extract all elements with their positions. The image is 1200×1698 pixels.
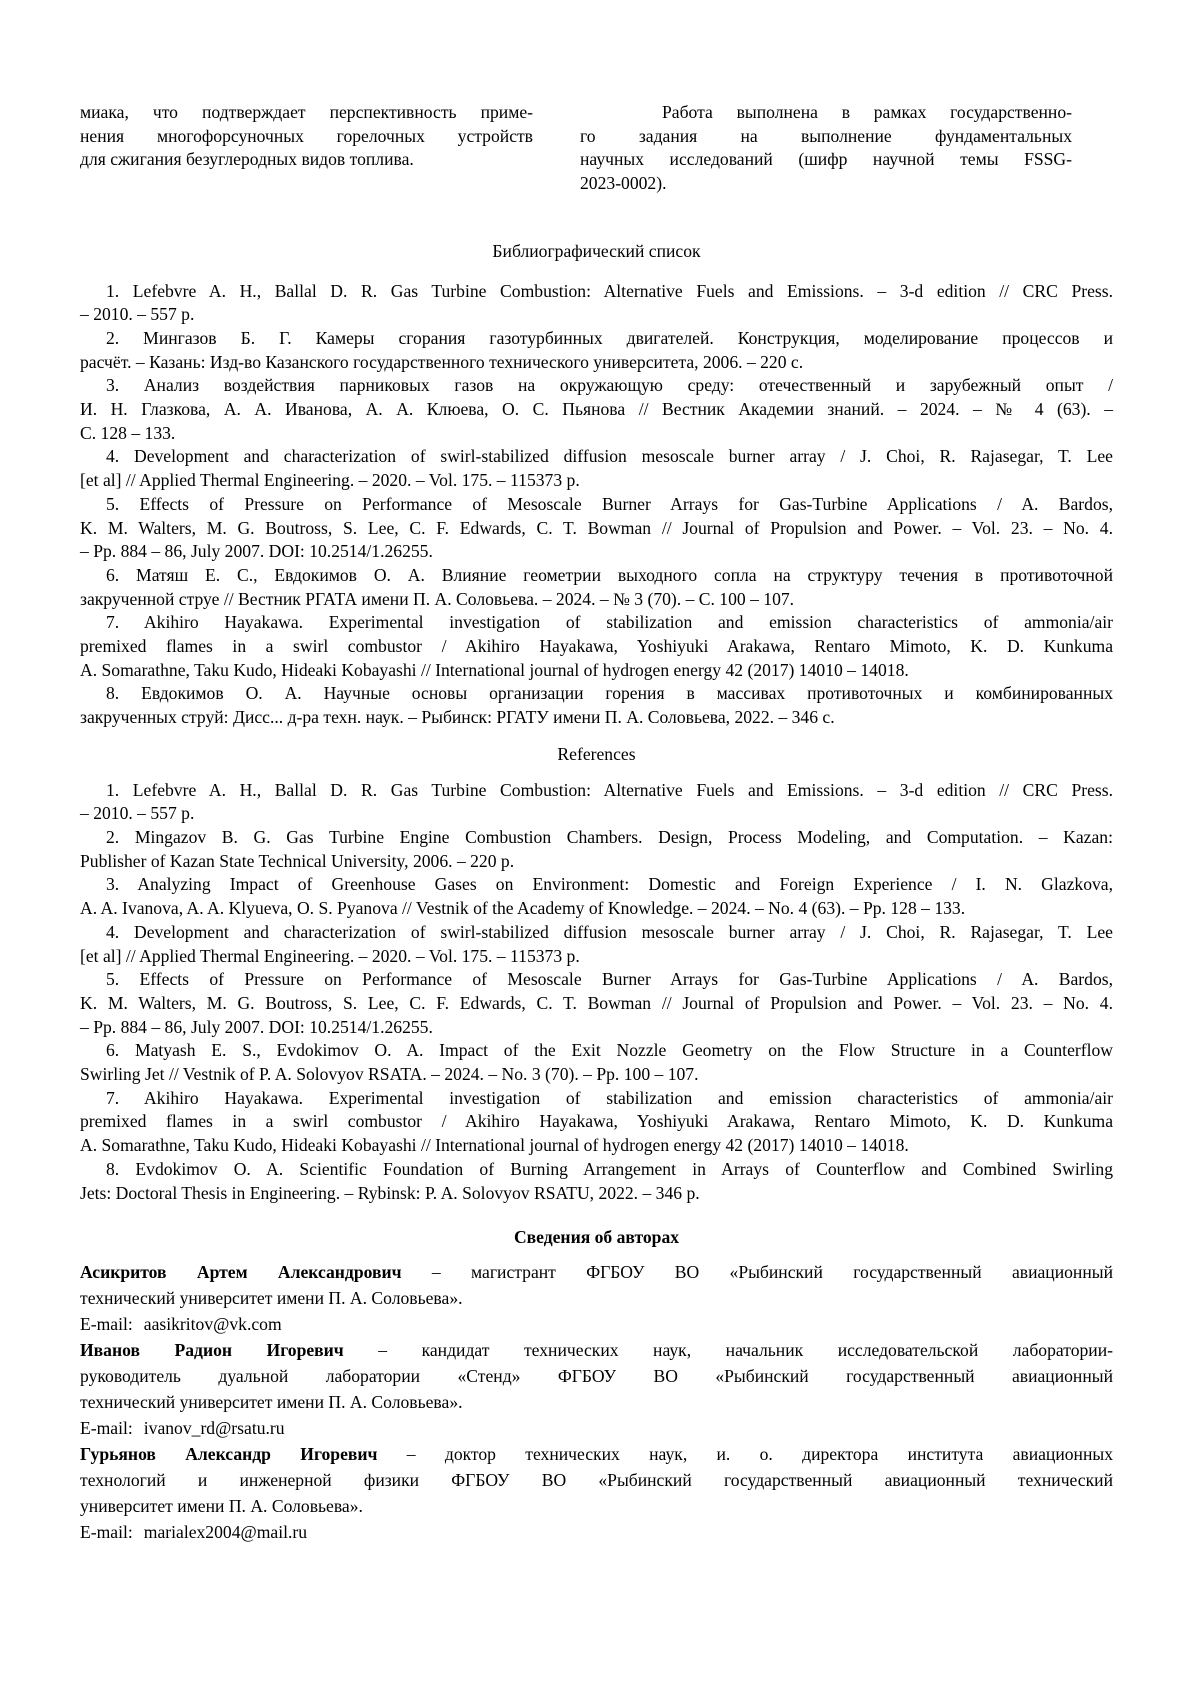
reference-line: K. M. Walters, M. G. Boutross, S. Lee, C. F. Edwards, C. T. Bowman // Journal of Propulsion and Power. – Vol. 23. – No. 4. [80, 992, 1113, 1013]
bibliography-list [80, 280, 1113, 730]
reference-line: 3. Analyzing Impact of Greenhouse Gases on Environment: Domestic and Foreign Experience / I. N. Glazkova, [106, 874, 1113, 895]
author-name: Иванов Радион Игоревич [80, 1339, 344, 1360]
author-name-line [80, 1441, 1113, 1467]
authors-section-title: Сведения об авторах [513, 1227, 680, 1248]
author-role-line: руководитель дуальной лаборатории «Стенд» ФГБОУ ВО «Рыбинский государственный авиационный [80, 1365, 1113, 1386]
author-role: – магистрант ФГБОУ ВО «Рыбинский государственный авиационный [431, 1261, 1113, 1282]
reference-line: K. M. Walters, M. G. Boutross, S. Lee, C. F. Edwards, C. T. Bowman // Journal of Propulsion and Power. – Vol. 23. – No. 4. [80, 517, 1113, 538]
bib-item-5 [80, 493, 1113, 564]
reference-line: 6. Matyash E. S., Evdokimov O. A. Impact of the Exit Nozzle Geometry on the Flow Structure in a Counterflow [106, 1040, 1113, 1061]
email-label: E-mail: [80, 1521, 133, 1542]
bib-item-3 [80, 374, 1113, 445]
ref-item-6 [80, 1039, 1113, 1086]
author-email-line [80, 1519, 1113, 1545]
ref-item-7 [80, 1087, 1113, 1158]
reference-line: 5. Effects of Pressure on Performance of Mesoscale Burner Arrays for Gas-Turbine Applications / A. Bardos, [106, 969, 1113, 990]
author-role-line: университет имени П. А. Соловьева». [80, 1495, 363, 1516]
email-label: E-mail: [80, 1313, 133, 1334]
reference-line: Jets: Doctoral Thesis in Engineering. – Rybinsk: P. A. Solovyov RSATU, 2022. – 346 p. [80, 1182, 700, 1203]
reference-line: 2. Мингазов Б. Г. Камеры сгорания газотурбинных двигателей. Конструкция, моделирование процессов и [106, 327, 1113, 348]
reference-line: закрученной струе // Вестник РГАТА имени П. А. Соловьева. – 2024. – № 3 (70). – С. 100 – 107. [80, 588, 795, 609]
reference-line: A. Somarathne, Taku Kudo, Hideaki Kobayashi // International journal of hydrogen energy 42 (2017) 14010 – 14018. [80, 1135, 909, 1156]
paragraph-line: Работа выполнена в рамках государственно- [662, 102, 1072, 122]
reference-line: расчёт. – Казань: Изд-во Казанского государственного технического университета, 2006. – 220 с. [80, 351, 804, 372]
references-list [80, 779, 1113, 1206]
reference-line: 3. Анализ воздействия парниковых газов на окружающую среду: отечественный и зарубежный опыт / [106, 375, 1113, 396]
reference-line: – Pp. 884 – 86, July 2007. DOI: 10.2514/1.26255. [80, 1016, 433, 1037]
author-name: Асикритов Артем Александрович [80, 1261, 402, 1282]
ref-item-4 [80, 921, 1113, 968]
paragraph-line: 2023-0002). [580, 173, 667, 194]
reference-line: – Pp. 884 – 86, July 2007. DOI: 10.2514/1.26255. [80, 541, 433, 562]
reference-line: – 2010. – 557 p. [80, 304, 195, 325]
reference-line: A. Somarathne, Taku Kudo, Hideaki Kobayashi // International journal of hydrogen energy 42 (2017) 14010 – 14018. [80, 659, 909, 680]
paragraph-line: для сжигания безуглеродных видов топлива. [80, 149, 414, 170]
email-label: E-mail: [80, 1417, 133, 1438]
reference-line: И. Н. Глазкова, А. А. Иванова, А. А. Клюева, О. С. Пьянова // Вестник Академии знаний. – 2024. – № 4 (63). – [80, 399, 1113, 420]
reference-line: 8. Евдокимов О. А. Научные основы организации горения в массивах противоточных и комбинированных [106, 683, 1113, 704]
email-address: marialex2004@mail.ru [143, 1521, 308, 1542]
author-role-line: технический университет имени П. А. Соловьева». [80, 1287, 463, 1308]
reference-line: 8. Evdokimov O. A. Scientific Foundation of Burning Arrangement in Arrays of Counterflow and Combined Swirling [106, 1158, 1113, 1179]
two-column-text-block [80, 101, 1072, 196]
reference-line: 7. Akihiro Hayakawa. Experimental investigation of stabilization and emission characteristics of ammonia/air [106, 612, 1113, 633]
bib-item-6 [80, 564, 1113, 611]
reference-line: 1. Lefebvre A. H., Ballal D. R. Gas Turbine Combustion: Alternative Fuels and Emissions. – 3-d edition // CRC Press. [106, 779, 1113, 800]
author-entry-1 [80, 1259, 1113, 1337]
author-name-line [80, 1259, 1113, 1285]
ref-item-1 [80, 779, 1113, 826]
email-address: ivanov_rd@rsatu.ru [143, 1417, 285, 1438]
reference-line: premixed flames in a swirl combustor / Akihiro Hayakawa, Yoshiyuki Arakawa, Rentaro Mimoto, K. D. Kunkuma [80, 636, 1113, 657]
author-role: – доктор технических наук, и. о. директора института авиационных [406, 1443, 1114, 1464]
paragraph-line: научных исследований (шифр научной темы FSSG- [580, 149, 1072, 170]
reference-line: С. 128 – 133. [80, 422, 176, 443]
reference-line: 6. Матяш Е. С., Евдокимов О. А. Влияние геометрии выходного сопла на структуру течения в противоточной [106, 564, 1113, 585]
bib-item-7 [80, 611, 1113, 682]
author-email-line [80, 1311, 1113, 1337]
author-role-line: технологий и инженерной физики ФГБОУ ВО «Рыбинский государственный авиационный технический [80, 1469, 1113, 1490]
reference-line: – 2010. – 557 p. [80, 803, 195, 824]
funding-paragraph [580, 101, 1072, 196]
bib-item-4 [80, 445, 1113, 492]
reference-line: [et al] // Applied Thermal Engineering. – 2020. – Vol. 175. – 115373 p. [80, 470, 580, 491]
reference-line: Swirling Jet // Vestnik of P. A. Solovyov RSATA. – 2024. – No. 3 (70). – Pp. 100 – 107. [80, 1064, 699, 1085]
reference-line: Publisher of Kazan State Technical University, 2006. – 220 p. [80, 850, 515, 871]
author-entry-3 [80, 1441, 1113, 1545]
authors-info-block [80, 1259, 1113, 1545]
ref-item-2 [80, 826, 1113, 873]
reference-line: premixed flames in a swirl combustor / Akihiro Hayakawa, Yoshiyuki Arakawa, Rentaro Mimoto, K. D. Kunkuma [80, 1111, 1113, 1132]
author-entry-2 [80, 1337, 1113, 1441]
reference-line: 2. Mingazov B. G. Gas Turbine Engine Combustion Chambers. Design, Process Modeling, and Computation. – Kazan: [106, 826, 1113, 847]
reference-line: A. A. Ivanova, A. A. Klyueva, O. S. Pyanova // Vestnik of the Academy of Knowledge. – 2024. – No. 4 (63). – Pp. 128 – 133. [80, 898, 966, 919]
reference-line: 7. Akihiro Hayakawa. Experimental investigation of stabilization and emission characteristics of ammonia/air [106, 1087, 1113, 1108]
author-name: Гурьянов Александр Игоревич [80, 1443, 378, 1464]
author-email-line [80, 1415, 1113, 1441]
email-address: aasikritov@vk.com [143, 1313, 282, 1334]
bibliography-title: Библиографический список [492, 240, 701, 261]
reference-line: закрученных струй: Дисс... д-ра техн. наук. – Рыбинск: РГАТУ имени П. А. Соловьева, 2022. – 346 с. [80, 707, 835, 728]
ref-item-3 [80, 873, 1113, 920]
bib-item-8 [80, 682, 1113, 729]
author-role: – кандидат технических наук, начальник исследовательской лаборатории- [378, 1339, 1113, 1360]
bib-item-2 [80, 327, 1113, 374]
author-name-line [80, 1337, 1113, 1363]
bib-item-1 [80, 280, 1113, 327]
ref-item-5 [80, 968, 1113, 1039]
reference-line: 1. Lefebvre A. H., Ballal D. R. Gas Turbine Combustion: Alternative Fuels and Emissions. – 3-d edition // CRC Press. [106, 280, 1113, 301]
ref-item-8 [80, 1158, 1113, 1205]
reference-line: 5. Effects of Pressure on Performance of Mesoscale Burner Arrays for Gas-Turbine Applications / A. Bardos, [106, 493, 1113, 514]
author-role-line: технический университет имени П. А. Соловьева». [80, 1391, 463, 1412]
reference-line: 4. Development and characterization of swirl-stabilized diffusion mesoscale burner array / J. Choi, R. Rajasegar, T. Lee [106, 921, 1113, 942]
references-title: References [557, 743, 636, 764]
conclusion-paragraph [80, 101, 533, 196]
reference-line: 4. Development and characterization of swirl-stabilized diffusion mesoscale burner array / J. Choi, R. Rajasegar, T. Lee [106, 446, 1113, 467]
paragraph-line: миака, что подтверждает перспективность приме- [80, 102, 533, 122]
reference-line: [et al] // Applied Thermal Engineering. – 2020. – Vol. 175. – 115373 p. [80, 945, 580, 966]
paragraph-line: нения многофорсуночных горелочных устройств [80, 125, 533, 146]
paragraph-line: го задания на выполнение фундаментальных [580, 125, 1072, 146]
